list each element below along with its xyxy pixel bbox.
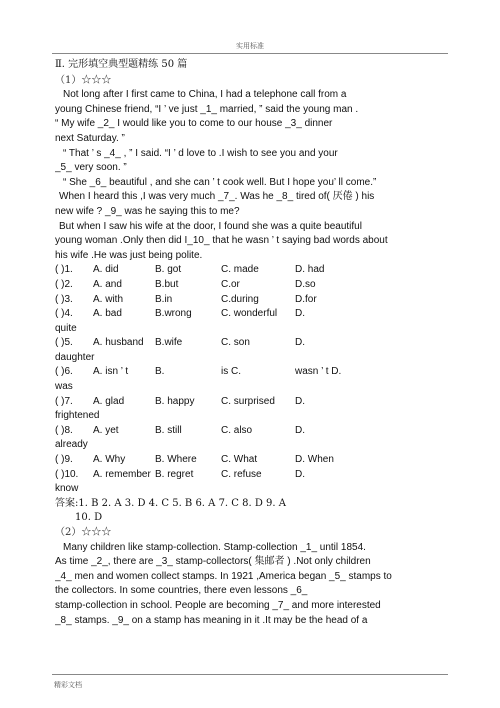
option-a: A. bad [93, 308, 122, 320]
option-a: A. did [93, 264, 119, 276]
option-b: B.wrong [155, 308, 192, 320]
header-rule [52, 53, 448, 54]
option-c: C. also [221, 424, 253, 436]
option-wrap: already [55, 439, 88, 451]
passage-line: _5_ very soon. ” [55, 162, 127, 174]
question-number: ( )9. [55, 454, 73, 466]
option-row [55, 468, 450, 483]
passage-line: _8_ stamps. _9_ on a stamp has meaning in it .It may be the head of a [55, 614, 368, 626]
answer-key-line: 答案:1. B 2. A 3. D 4. C 5. B 6. A 7. C 8. D 9. A [55, 497, 286, 509]
option-d: D. had [295, 264, 325, 276]
passage-line: stamp-collection in school. People are becoming _7_ and more interested [55, 599, 381, 611]
passage-line: As time _2_, there are _3_ stamp-collectors( 集邮者 ) .Not only children [55, 556, 371, 568]
answer-key-line: 10. D [75, 512, 103, 524]
question-number: ( )10. [55, 468, 79, 480]
passage-line: “ My wife _2_ I would like you to come to our house _3_ dinner [55, 118, 333, 130]
passage-line: young woman .Only then did I_10_ that he wasn ’ t saying bad words about [55, 235, 388, 247]
question-number: ( )2. [55, 278, 73, 290]
section1-passage [55, 88, 450, 263]
option-a: A. husband [93, 337, 144, 349]
option-b: B. regret [155, 468, 194, 480]
option-b: B.wife [155, 337, 183, 349]
option-b: B. Where [155, 454, 197, 466]
option-d: D. [295, 308, 305, 320]
option-row [55, 263, 450, 278]
option-c: C. refuse [221, 468, 262, 480]
option-wrap: quite [55, 322, 77, 334]
section2-passage [55, 541, 450, 629]
option-d: D. [295, 395, 305, 407]
question-number: ( )7. [55, 395, 73, 407]
section1-label: （1）☆☆☆ [55, 74, 112, 86]
passage-line: But when I saw his wife at the door, I found she was a quite beautiful [59, 220, 362, 232]
option-b: B. happy [155, 395, 195, 407]
option-c: C. made [221, 264, 259, 276]
passage-line: next Saturday. ” [55, 132, 125, 144]
passage-line: _4_ men and women collect stamps. In 1921 ,America began _5_ stamps to [55, 570, 392, 582]
option-wrap: know [55, 483, 79, 495]
option-c: is C. [221, 366, 241, 378]
option-row [55, 365, 450, 380]
document-body [55, 58, 450, 628]
question-number: ( )4. [55, 308, 73, 320]
option-d: D.so [295, 278, 316, 290]
option-row [55, 336, 450, 351]
section2-label: （2）☆☆☆ [55, 527, 112, 538]
footer-rule [52, 674, 448, 675]
passage-line: young Chinese friend, “I ’ ve just _1_ married, ” said the young man . [55, 103, 359, 115]
document-title: Ⅱ. 完形填空典型题精练 50 篇 [55, 59, 188, 70]
passage-line: the collectors. In some countries, there even lessons _6_ [55, 585, 308, 597]
option-wrap: frightened [55, 410, 100, 422]
option-a: A. and [93, 278, 122, 290]
option-c: C. What [221, 454, 258, 466]
option-row [55, 453, 450, 468]
question-number: ( )1. [55, 264, 73, 276]
passage-line: When I heard this ,I was very much _7_. Was he _8_ tired of( 厌倦 ) his [59, 191, 375, 203]
option-b: B. [155, 366, 165, 378]
option-a: A. remember [93, 468, 151, 480]
passage-line: new wife ? _9_ was he saying this to me? [55, 205, 240, 217]
option-d: D. When [295, 454, 334, 466]
question-number: ( )8. [55, 424, 73, 436]
question-number: ( )5. [55, 337, 73, 349]
option-a: A. yet [93, 424, 119, 436]
option-b: B. still [155, 424, 182, 436]
option-row [55, 293, 450, 308]
page-footer: 精彩文档 [54, 681, 82, 689]
option-c: C. surprised [221, 395, 275, 407]
option-d: D. [295, 468, 305, 480]
option-a: A. glad [93, 395, 125, 407]
page-header: 实用标准 [236, 42, 264, 50]
option-b: B. got [155, 264, 182, 276]
option-a: A. isn ’ t [93, 366, 129, 378]
option-row [55, 424, 450, 439]
option-row [55, 307, 450, 322]
passage-line: “ That ’ s _4_ , ” I said. “I ’ d love to .I wish to see you and your [63, 147, 338, 159]
option-c: C.or [221, 278, 240, 290]
passage-line: “ She _6_ beautiful , and she can ’ t cook well. But I hope you’ ll come.” [63, 176, 377, 188]
option-d: D. [295, 337, 305, 349]
passage-line: Not long after I first came to China, I had a telephone call from a [63, 89, 347, 101]
option-b: B.but [155, 278, 179, 290]
passage-line: his wife .He was just being polite. [55, 249, 203, 261]
option-d: wasn ’ t D. [295, 366, 342, 378]
question-number: ( )3. [55, 293, 73, 305]
option-c: C. son [221, 337, 250, 349]
option-d: D. [295, 424, 305, 436]
option-a: A. with [93, 293, 124, 305]
option-a: A. Why [93, 454, 126, 466]
option-row [55, 395, 450, 410]
option-b: B.in [155, 293, 173, 305]
option-c: C. wonderful [221, 308, 278, 320]
option-wrap: daughter [55, 351, 95, 363]
passage-line: Many children like stamp-collection. Stamp-collection _1_ until 1854. [63, 541, 366, 553]
option-wrap: was [55, 381, 73, 393]
option-d: D.for [295, 293, 317, 305]
section1-options [55, 263, 450, 497]
option-row [55, 278, 450, 293]
question-number: ( )6. [55, 366, 73, 378]
option-c: C.during [221, 293, 259, 305]
